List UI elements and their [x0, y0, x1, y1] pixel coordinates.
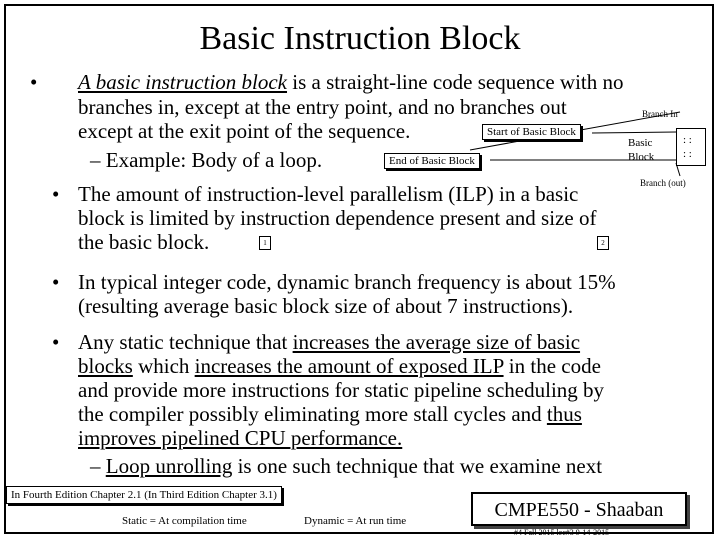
- start-line: [592, 132, 676, 133]
- bullet-4-marker: •: [52, 330, 60, 354]
- marker-2: 2: [597, 236, 609, 250]
- term-basic-block: A basic instruction block: [78, 70, 288, 94]
- block-dots-2: : :: [683, 148, 692, 160]
- end-of-block-callout: End of Basic Block: [384, 153, 480, 169]
- start-of-block-callout: Start of Basic Block: [482, 124, 581, 140]
- basic-block-diagram: [676, 128, 706, 166]
- branch-out-label: Branch (out): [640, 178, 686, 188]
- b4-underline-a: increases the average size of basic: [292, 330, 581, 354]
- b4-text-c: in the code: [503, 354, 601, 378]
- dynamic-definition: Dynamic = At run time: [304, 515, 407, 527]
- branch-in-label: Branch In: [642, 109, 678, 119]
- sub-dash: –: [90, 454, 106, 478]
- loop-unrolling-line: [90, 454, 602, 478]
- bullet-4-line-2: [78, 354, 601, 378]
- course-badge: CMPE550 - Shaaban: [471, 492, 687, 526]
- bullet-1-line-3: except at the exit point of the sequence.: [78, 119, 411, 143]
- b4-text-a: Any static technique that: [78, 330, 293, 354]
- b4-underline-d: thus: [546, 402, 582, 426]
- loop-unrolling-term: Loop unrolling: [105, 454, 233, 478]
- bullet-1-text: is a straight-line code sequence with no: [287, 70, 624, 94]
- basic-block-label: Basic Block: [628, 137, 655, 163]
- example-line: – Example: Body of a loop.: [90, 148, 323, 172]
- bullet-1-line-1: [78, 70, 624, 94]
- b4-underline-c: increases the amount of exposed ILP: [194, 354, 504, 378]
- b4-text-d: the compiler possibly eliminating more stall cycles and: [78, 402, 547, 426]
- bullet-2-marker: •: [52, 182, 60, 206]
- bullet-1-marker: •: [30, 70, 38, 94]
- marker-1: 1: [259, 236, 271, 250]
- b4-underline-b: blocks: [78, 354, 133, 378]
- sub-text: is one such technique that we examine next: [232, 454, 603, 478]
- bullet-4-line-5: improves pipelined CPU performance.: [78, 426, 403, 450]
- b4-text-b: which: [132, 354, 195, 378]
- block-dots: : :: [683, 134, 692, 146]
- edition-note: In Fourth Edition Chapter 2.1 (In Third Edition Chapter 3.1): [6, 486, 282, 504]
- bullet-3-line-1: In typical integer code, dynamic branch frequency is about 15%: [78, 270, 616, 294]
- bullet-3-marker: •: [52, 270, 60, 294]
- static-definition: Static = At compilation time: [122, 515, 247, 527]
- bullet-3-line-2: (resulting average basic block size of about 7 instructions).: [78, 294, 574, 318]
- bullet-4-line-3: and provide more instructions for static pipeline scheduling by: [78, 378, 605, 402]
- bullet-4-line-1: [78, 330, 580, 354]
- bullet-1-line-2: branches in, except at the entry point, and no branches out: [78, 95, 567, 119]
- bullet-2-line-1: The amount of instruction-level parallelism (ILP) in a basic: [78, 182, 579, 206]
- bullet-2-line-3: the basic block.: [78, 230, 210, 254]
- bullet-4-line-4: [78, 402, 582, 426]
- lecture-meta: #4 Fall 2015 lec#3 9-14-2015: [514, 528, 610, 537]
- bullet-2-line-2: block is limited by instruction dependence present and size of: [78, 206, 597, 230]
- slide-title: Basic Instruction Block: [199, 20, 521, 57]
